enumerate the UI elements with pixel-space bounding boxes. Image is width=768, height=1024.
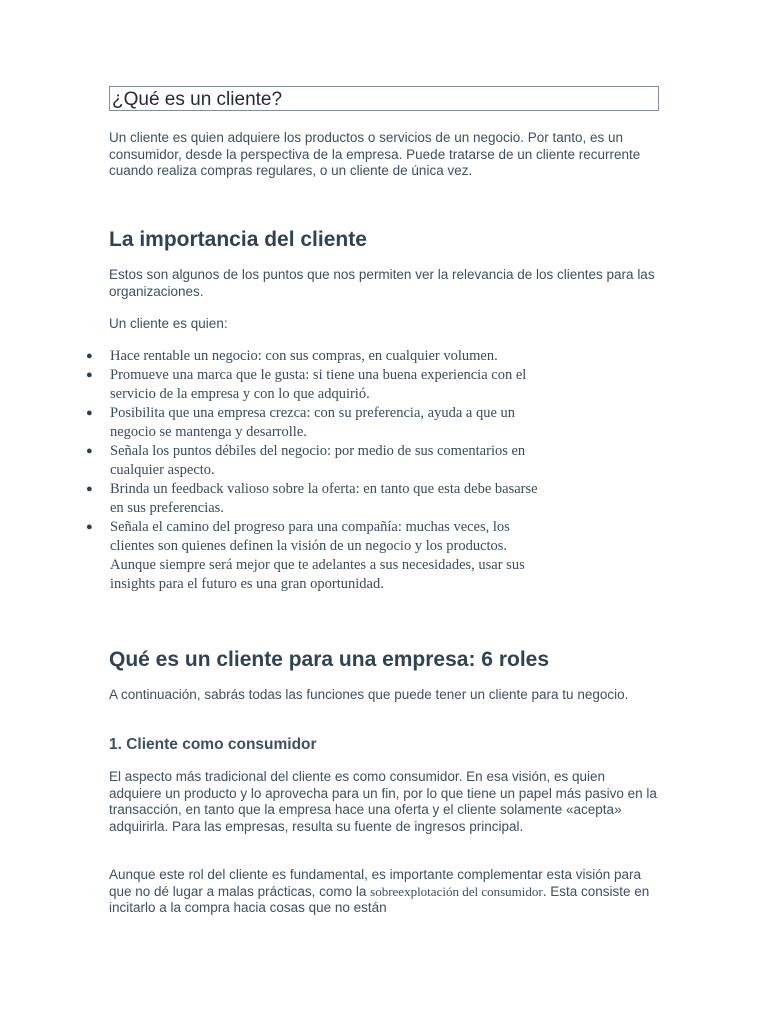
role-1-paragraph-2 [109,867,659,917]
list-item-text: Señala los puntos débiles del negocio: por medio de sus comentarios en cualquier aspecto. [110,443,526,478]
list-item-text: Hace rentable un negocio: con sus compras, en cualquier volumen. [110,348,498,364]
importance-heading: La importancia del cliente [109,228,367,251]
bullet-icon: ● [86,483,93,495]
list-item-text: Promueve una marca que le gusta: si tiene una buena experiencia con el servicio de la empresa y con lo que adquirió. [110,367,527,402]
bullet-icon: ● [86,369,93,381]
list-item [0,404,550,442]
role-1-paragraph: El aspecto más tradicional del cliente es como consumidor. En esa visión, es quien adquiere un producto y lo aprovecha para un fin, por lo que tiene un papel más pasivo en la transacción, en tanto que la empresa hace una oferta y el cliente solamente «acepta» adquirirla. Para las empresas, resulta su fuente de ingresos principal. [109,769,657,834]
bullet-icon: ● [86,445,93,457]
sobreexplotacion-link[interactable]: sobreexplotación del consumidor [370,883,543,899]
bullet-icon: ● [86,521,93,533]
list-item [0,518,550,594]
paragraph-text: Aunque este rol del cliente es fundamental, es importante complementar esta visión para que no dé lugar a malas prácticas, como la [109,867,642,899]
importance-intro: Estos son algunos de los puntos que nos permiten ver la relevancia de los clientes para las organizaciones. [109,267,655,299]
roles-heading: Qué es un cliente para una empresa: 6 roles [109,648,550,671]
intro-paragraph: Un cliente es quien adquiere los productos o servicios de un negocio. Por tanto, es un consumidor, desde la perspectiva de la empresa. Puede tratarse de un cliente recurrente cuando realiza compras regulares, o un cliente de única vez. [109,130,641,178]
bullet-icon: ● [86,350,93,362]
list-item [0,366,550,404]
list-item-text: Señala el camino del progreso para una compañía: muchas veces, los clientes son quienes definen la visión de un negocio y los productos. Aunque siempre será mejor que te adelantes a sus necesidades, usar sus insights para el futuro es una gran oportunidad. [110,519,525,592]
list-item [0,442,550,480]
paragraph-text: . Esta consiste en incitarlo a la compra hacia cosas que no están [109,883,650,915]
list-item [0,480,550,518]
importance-lead: Un cliente es quien: [109,316,228,331]
bullet-icon: ● [86,407,93,419]
roles-intro: A continuación, sabrás todas las funciones que puede tener un cliente para tu negocio. [109,687,629,702]
list-item [0,347,550,366]
page-title: ¿Qué es un cliente? [109,86,659,111]
list-item-text: Brinda un feedback valioso sobre la oferta: en tanto que esta debe basarse en sus preferencias. [110,481,538,516]
list-item-text: Posibilita que una empresa crezca: con su preferencia, ayuda a que un negocio se mantenga y desarrolle. [110,405,516,440]
role-1-heading: 1. Cliente como consumidor [109,736,317,753]
